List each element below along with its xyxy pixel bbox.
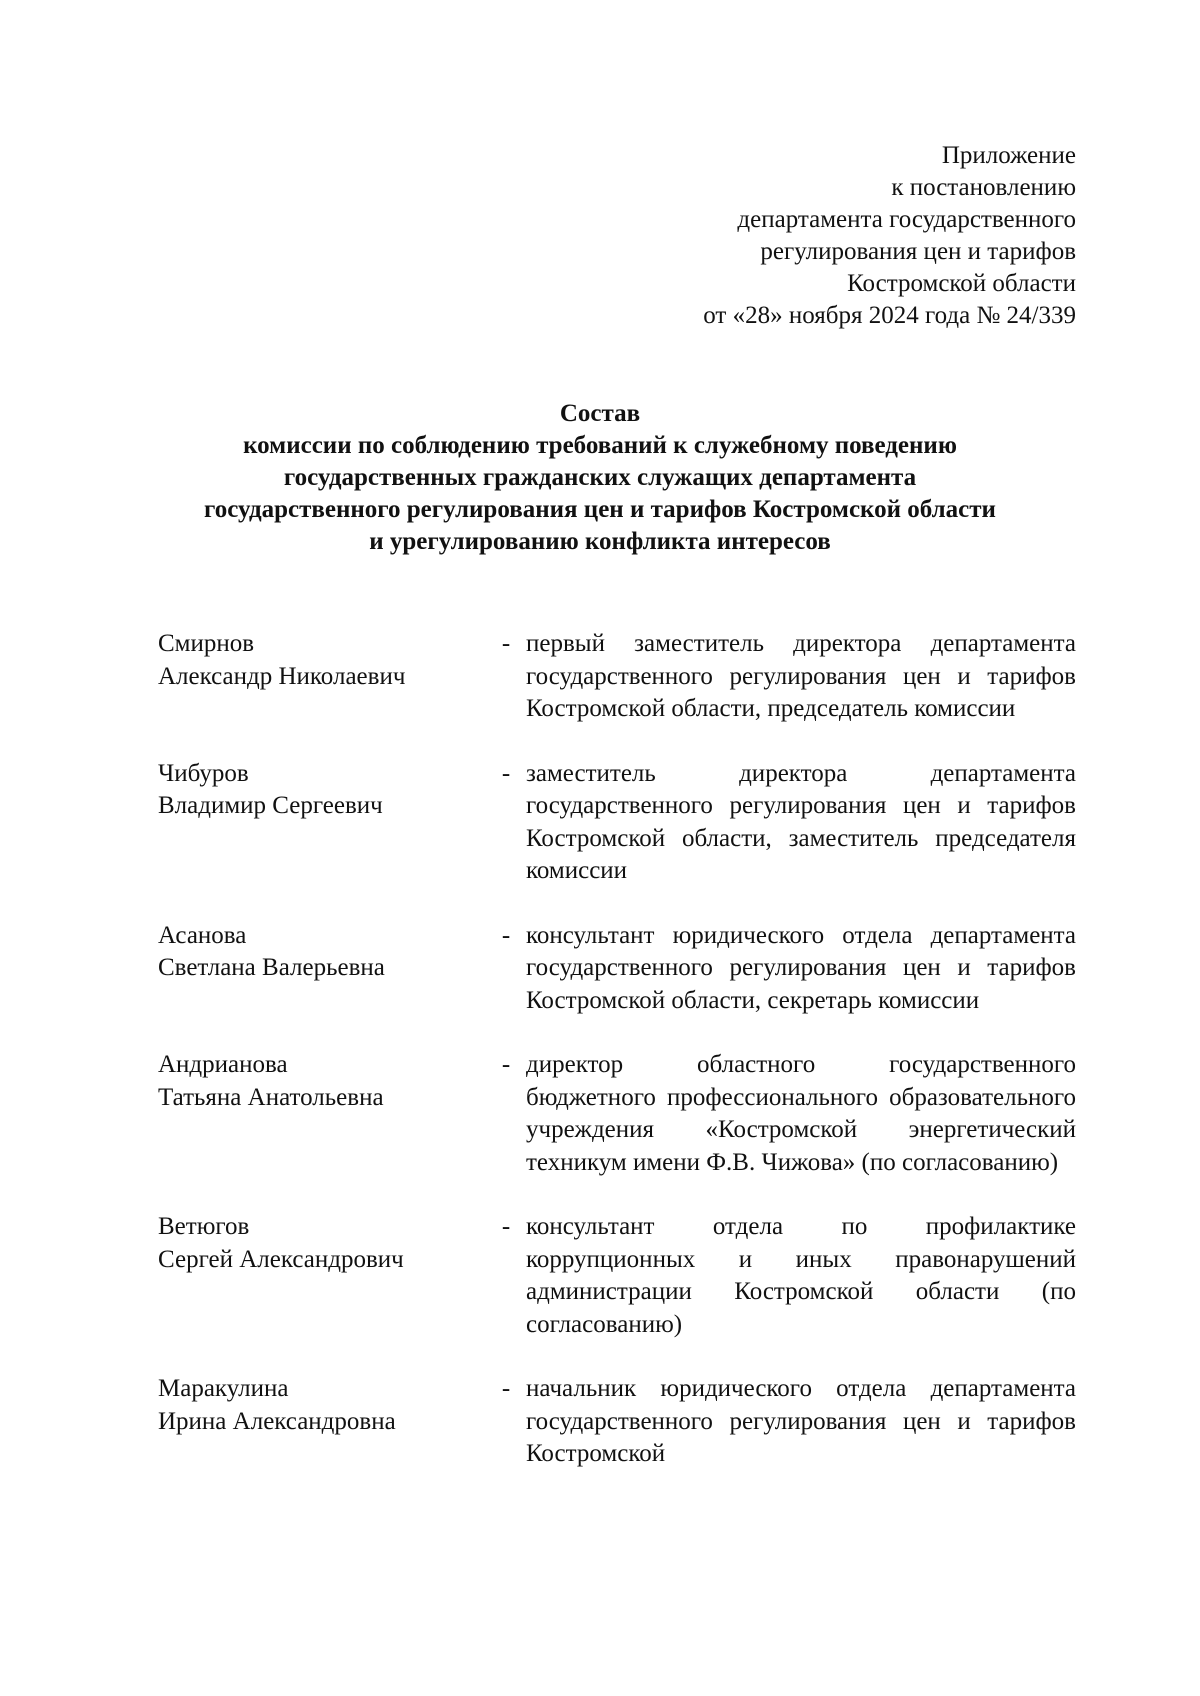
title-line: государственного регулирования цен и тарифов Костромской области <box>204 496 996 523</box>
title-line: комиссии по соблюдению требований к служебному поведению <box>243 432 957 459</box>
member-entry <box>158 1373 1076 1471</box>
member-surname: Андрианова <box>158 1051 288 1078</box>
member-list <box>158 628 1076 1471</box>
member-entry <box>158 1049 1076 1179</box>
member-given-names: Ирина Александровна <box>158 1407 396 1435</box>
member-position: первый заместитель директора департамента государственного регулирования цен и тарифов Костромской области, председатель комиссии <box>526 630 1076 722</box>
member-entry <box>158 758 1076 888</box>
appendix-line: к постановлению <box>891 174 1076 201</box>
member-given-names: Владимир Сергеевич <box>158 792 383 819</box>
member-surname: Чибуров <box>158 759 249 787</box>
member-dash: - <box>501 1051 511 1078</box>
member-name <box>158 1211 478 1276</box>
member-surname: Ветюгов <box>158 1213 250 1240</box>
member-name <box>158 920 478 985</box>
member-position: консультант юридического отдела департамента государственного регулирования цен и тарифов Костромской области, секретарь комиссии <box>526 921 1076 1014</box>
appendix-header <box>703 140 1076 332</box>
member-name <box>158 1373 478 1438</box>
member-position: директор областного государственного бюджетного профессионального образовательного учреждения «Костромской энергетический техникум имени Ф.В. Чижова» (по согласованию) <box>526 1051 1076 1176</box>
member-position: заместитель директора департамента государственного регулирования цен и тарифов Костромской области, заместитель председателя комиссии <box>526 759 1076 884</box>
member-given-names: Татьяна Анатольевна <box>158 1083 384 1111</box>
member-entry <box>158 920 1076 1018</box>
member-entry <box>158 1211 1076 1341</box>
member-surname: Смирнов <box>158 630 255 657</box>
member-given-names: Александр Николаевич <box>158 662 406 690</box>
appendix-line: Приложение <box>941 142 1076 169</box>
title-line: Состав <box>559 400 641 427</box>
member-dash: - <box>501 759 511 787</box>
member-dash: - <box>501 630 511 657</box>
appendix-line: Костромской области <box>847 270 1076 297</box>
member-entry <box>158 628 1076 726</box>
member-dash: - <box>501 1375 511 1402</box>
member-given-names: Сергей Александрович <box>158 1245 404 1273</box>
appendix-line: регулирования цен и тарифов <box>760 238 1076 265</box>
member-dash: - <box>501 921 511 949</box>
member-given-names: Светлана Валерьевна <box>158 954 385 981</box>
appendix-line: от «28» ноября 2024 года № 24/339 <box>703 302 1076 329</box>
appendix-line: департамента государственного <box>737 206 1076 233</box>
title-line: государственных гражданских служащих департамента <box>283 464 917 491</box>
document-title <box>0 398 1200 558</box>
member-name <box>158 1049 478 1114</box>
member-surname: Маракулина <box>158 1375 289 1402</box>
title-line: и урегулированию конфликта интересов <box>369 528 831 555</box>
member-dash: - <box>501 1213 511 1240</box>
member-name <box>158 628 478 693</box>
member-name <box>158 758 478 823</box>
member-position: консультант отдела по профилактике коррупционных и иных правонарушений администрации Костромской области (по согласованию) <box>526 1213 1076 1338</box>
member-position: начальник юридического отдела департамента государственного регулирования цен и тарифов Костромской <box>526 1375 1076 1467</box>
member-surname: Асанова <box>158 921 247 949</box>
